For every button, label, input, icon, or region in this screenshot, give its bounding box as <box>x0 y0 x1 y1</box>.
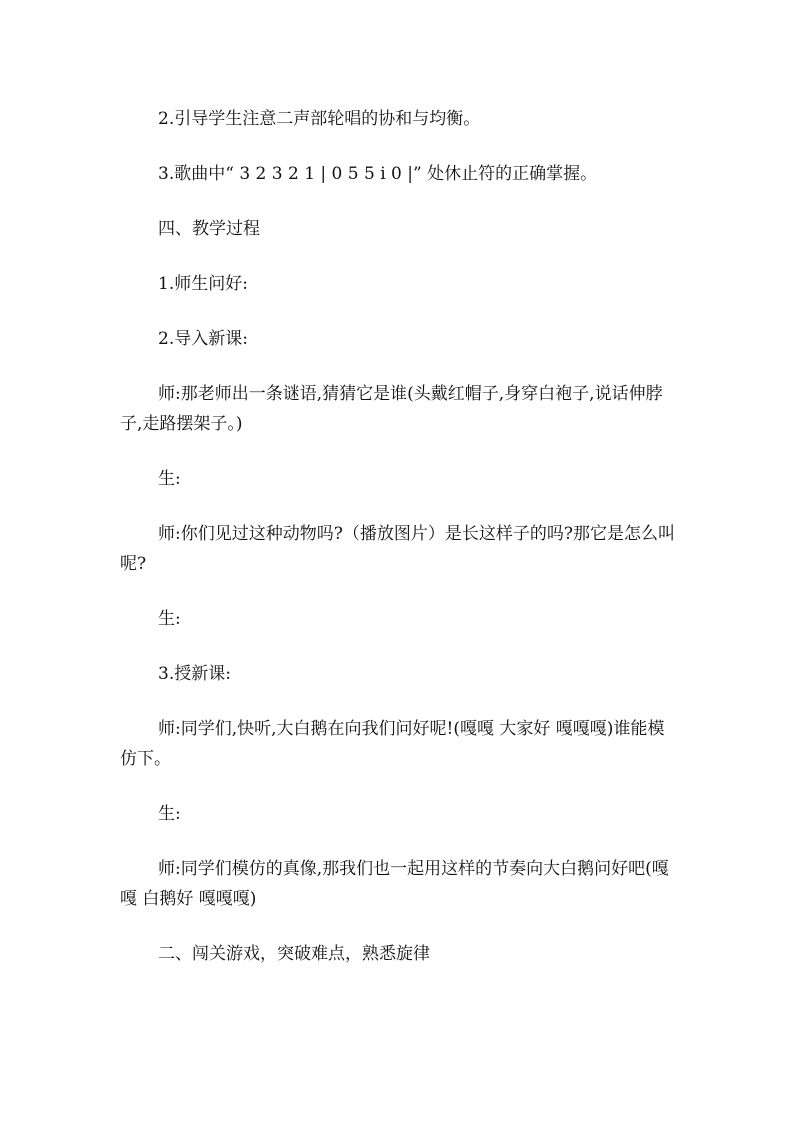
paragraph-teacher-rhythm: 师:同学们模仿的真像,那我们也一起用这样的节奏向大白鹅问好吧(嘎嘎 白鹅好 嘎嘎嘎) <box>120 859 669 909</box>
paragraph-student-reply-3: 生: <box>158 804 181 824</box>
paragraph-teacher-goose-greeting: 师:同学们,快听,大白鹅在向我们问好呢!(嘎嘎 大家好 嘎嘎嘎)谁能模仿下。 <box>120 719 665 769</box>
paragraph-student-reply-2: 生: <box>158 609 181 629</box>
paragraph-goal-3-notation: 3.歌曲中“ 3 2 3 2 1 | 0 5 5 i 0 |” 处休止符的正确掌握。 <box>158 164 598 184</box>
document-body <box>120 104 680 994</box>
section-heading-teaching-process: 四、教学过程 <box>158 219 260 239</box>
paragraph-student-reply-1: 生: <box>158 469 181 489</box>
paragraph-step-new-lesson: 3.授新课: <box>158 664 231 684</box>
paragraph-step-greeting: 1.师生问好: <box>158 274 248 294</box>
paragraph-teacher-question: 师:你们见过这种动物吗?（播放图片）是长这样子的吗?那它是怎么叫呢? <box>120 524 675 574</box>
paragraph-teacher-riddle: 师:那老师出一条谜语,猜猜它是谁(头戴红帽子,身穿白袍子,说话伸脖子,走路摆架子。) <box>120 384 663 434</box>
paragraph-goal-2: 2.引导学生注意二声部轮唱的协和与均衡。 <box>158 109 481 129</box>
section-heading-game: 二、闯关游戏，突破难点，熟悉旋律 <box>158 944 430 964</box>
paragraph-step-introduction: 2.导入新课: <box>158 329 248 349</box>
